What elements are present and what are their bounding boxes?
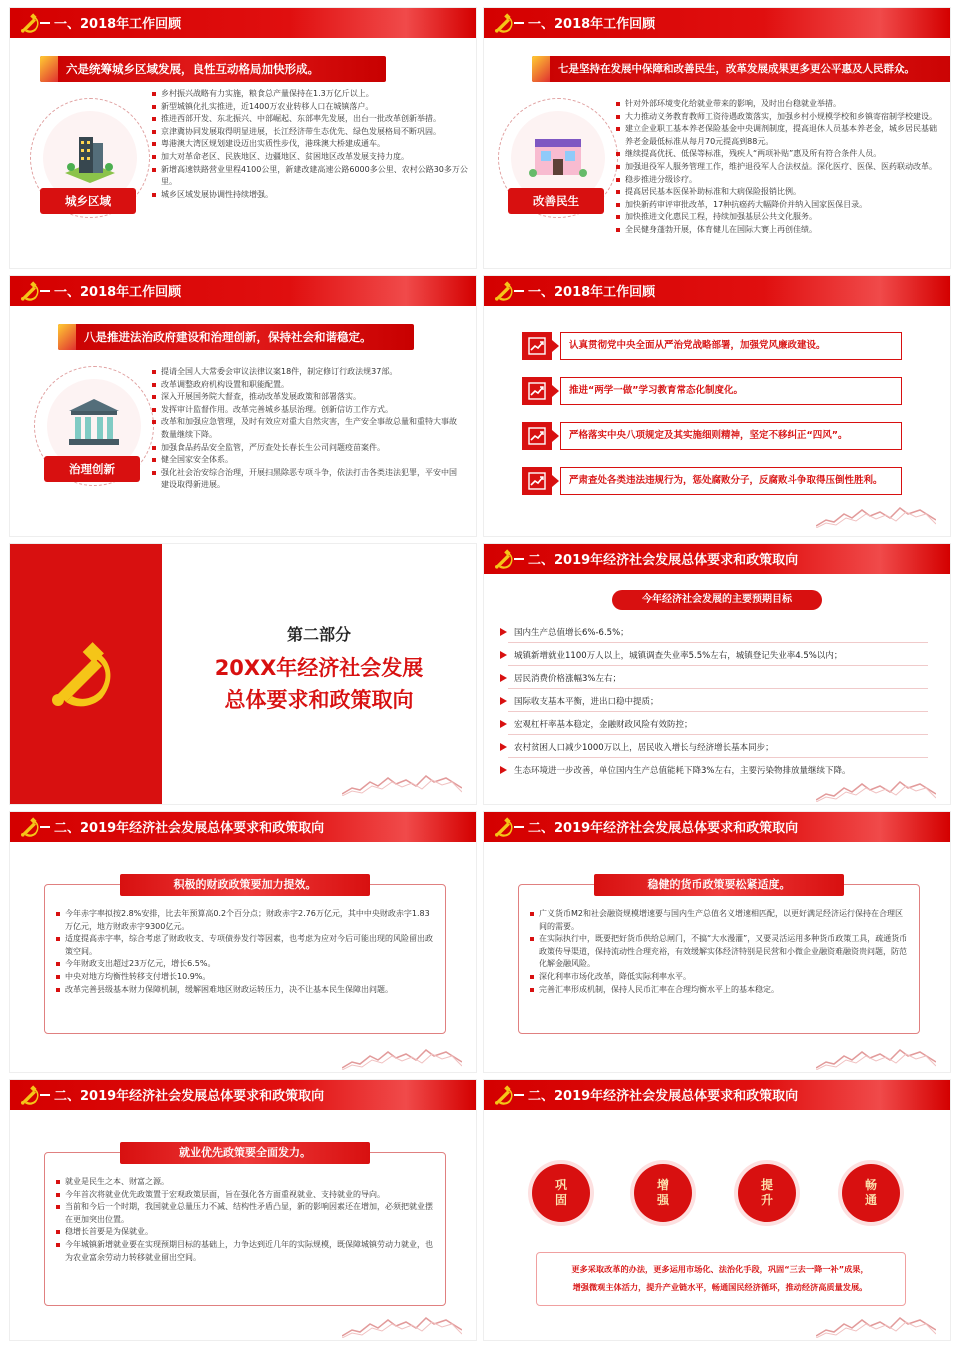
list-item: 今年赤字率拟按2.8%安排，比去年预算高0.2个百分点；财政赤字2.76万亿元，其中中央财政赤字1.83万亿元，地方财政赤字9300亿元。 — [56, 908, 436, 933]
header-title: 二、2019年经济社会发展总体要求和政策取向 — [54, 821, 325, 836]
target-item: 农村贫困人口减少1000万以上，居民收入增长与经济增长基本同步； — [514, 743, 774, 753]
list-item: 适度提高赤字率，综合考虑了财政收支、专项债券发行等因素，也考虑为应对今后可能出现的风险留出政策空间。 — [56, 933, 436, 958]
keyword-circle: 畅 通 — [842, 1164, 900, 1222]
trend-up-icon — [527, 426, 547, 446]
party-emblem-icon — [492, 547, 516, 571]
great-wall-decoration — [816, 1312, 936, 1338]
section-title-line2: 总体要求和政策取向 — [224, 688, 414, 712]
keyword-circle: 增 强 — [634, 1164, 692, 1222]
header-title: 二、2019年经济社会发展总体要求和政策取向 — [528, 1089, 799, 1104]
slide-header — [484, 8, 950, 38]
list-item: 深入开展国务院大督查，推动改革发展政策和部署落实。 — [152, 391, 462, 404]
list-item: 今年财政支出超过23万亿元，增长6.5%。 — [56, 958, 436, 971]
list-item: 加大对革命老区、民族地区、边疆地区、贫困地区改革发展支持力度。 — [152, 151, 468, 164]
great-wall-decoration — [816, 1044, 936, 1070]
list-item: 大力推动义务教育教师工资待遇政策落实，加强乡村小规模学校和乡镇寄宿制学校建设。 — [616, 111, 942, 124]
list-item: 完善汇率形成机制，保持人民币汇率在合理均衡水平上的基本稳定。 — [530, 984, 910, 997]
list-item: 今年首次将就业优先政策置于宏观政策层面，旨在强化各方面重视就业、支持就业的导向。 — [56, 1189, 436, 1202]
section-banner: 稳健的货币政策要松紧适度。 — [594, 874, 844, 896]
list-item: 新型城镇化扎实推进，近1400万农业转移人口在城镇落户。 — [152, 101, 468, 114]
party-emblem-icon — [42, 634, 122, 714]
list-item: 中央对地方均衡性转移支付增长10.9%。 — [56, 971, 436, 984]
list-item: 今年城镇新增就业要在实现预期目标的基础上，力争达到近几年的实际规模，既保障城镇劳动力就业，也为农业富余劳动力转移就业留出空间。 — [56, 1239, 436, 1264]
slide-header — [484, 1080, 950, 1110]
government-building-icon — [65, 395, 123, 451]
list-item: 城乡区域发展协调性持续增强。 — [152, 189, 468, 202]
list-item: 继续提高优抚、低保等标准，残疾人“两项补贴”惠及所有符合条件人员。 — [616, 148, 942, 161]
trend-up-icon — [527, 381, 547, 401]
header-title: 一、2018年工作回顾 — [528, 17, 656, 32]
point-row — [522, 332, 902, 360]
list-item: 稳增长首要是为保就业。 — [56, 1226, 436, 1239]
list-item: 针对外部环境变化给就业带来的影响，及时出台稳就业举措。 — [616, 98, 942, 111]
slide-livelihood — [484, 8, 950, 268]
great-wall-decoration — [816, 776, 936, 802]
target-item: 国内生产总值增长6%-6.5%； — [514, 628, 629, 638]
header-title: 二、2019年经济社会发展总体要求和政策取向 — [528, 553, 799, 568]
item-list — [56, 1176, 436, 1264]
party-emblem-icon — [492, 1083, 516, 1107]
item-list — [152, 366, 462, 492]
category-tag: 治理创新 — [44, 456, 140, 482]
item-list — [616, 98, 942, 237]
point-row — [522, 422, 902, 450]
great-wall-decoration — [816, 502, 936, 528]
slide-fiscal-policy — [10, 812, 476, 1072]
city-buildings-icon — [61, 129, 119, 185]
header-title: 一、2018年工作回顾 — [528, 285, 656, 300]
point-text: 认真贯彻党中央全面从严治党战略部署，加强党风廉政建设。 — [560, 332, 902, 360]
item-list — [56, 908, 436, 996]
list-item: 加强退役军人服务管理工作，维护退役军人合法权益。深化医疗、医保、医药联动改革。 — [616, 161, 942, 174]
summary-line2: 增强微观主体活力，提升产业链水平，畅通国民经济循环，推动经济高质量发展。 — [572, 1282, 868, 1292]
target-item: 居民消费价格涨幅3%左右； — [514, 674, 621, 684]
point-text: 推进“两学一做”学习教育常态化制度化。 — [560, 377, 902, 405]
slide-header — [10, 276, 476, 306]
slide-monetary-policy — [484, 812, 950, 1072]
slide-header — [10, 812, 476, 842]
list-item: 改革调整政府机构设置和职能配置。 — [152, 379, 462, 392]
list-item: 新增高速铁路营业里程4100公里，新建改建高速公路6000多公里、农村公路30多万公里。 — [152, 164, 468, 189]
list-item: 推进西部开发、东北振兴、中部崛起、东部率先发展，出台一批改革创新举措。 — [152, 113, 468, 126]
great-wall-decoration — [342, 770, 462, 796]
slide-header — [10, 8, 476, 38]
list-item: 提高居民基本医保补助标准和大病保险报销比例。 — [616, 186, 942, 199]
party-emblem-icon — [492, 279, 516, 303]
slide-urban-rural — [10, 8, 476, 268]
section-banner: 就业优先政策要全面发力。 — [120, 1142, 370, 1164]
slide-header — [484, 276, 950, 306]
point-row — [522, 467, 902, 495]
party-emblem-icon — [18, 279, 42, 303]
list-item: 加强食品药品安全监管，严厉查处长春长生公司问题疫苗案件。 — [152, 442, 462, 455]
slide-header — [484, 544, 950, 574]
list-item: 稳步推进分级诊疗。 — [616, 174, 942, 187]
trend-up-icon — [527, 336, 547, 356]
section-banner: 今年经济社会发展的主要预期目标 — [612, 590, 822, 610]
trend-up-icon — [527, 471, 547, 491]
list-item: 广义货币M2和社会融资规模增速要与国内生产总值名义增速相匹配，以更好满足经济运行保持在合理区间的需要。 — [530, 908, 910, 933]
target-item: 国际收支基本平衡，进出口稳中提质； — [514, 697, 659, 707]
section-banner: 六是统筹城乡区域发展，良性互动格局加快形成。 — [40, 56, 386, 82]
party-emblem-icon — [18, 11, 42, 35]
header-title: 二、2019年经济社会发展总体要求和政策取向 — [54, 1089, 325, 1104]
list-item: 加快新药审评审批改革，17种抗癌药大幅降价并纳入国家医保目录。 — [616, 199, 942, 212]
great-wall-decoration — [342, 1044, 462, 1070]
target-item: 城镇新增就业1100万人以上，城镇调查失业率5.5%左右，城镇登记失业率4.5%以内； — [514, 651, 843, 661]
point-text: 严格落实中央八项规定及其实施细则精神，坚定不移纠正“四风”。 — [560, 422, 902, 450]
party-emblem-icon — [492, 11, 516, 35]
list-item: 粤港澳大湾区规划建设迈出实质性步伐，港珠澳大桥建成通车。 — [152, 138, 468, 151]
list-item: 改革完善县级基本财力保障机制，缓解困难地区财政运转压力，决不让基本民生保障出问题。 — [56, 984, 436, 997]
header-title: 二、2019年经济社会发展总体要求和政策取向 — [528, 821, 799, 836]
slide-party-building — [484, 276, 950, 536]
list-item: 乡村振兴战略有力实施，粮食总产量保持在1.3万亿斤以上。 — [152, 88, 468, 101]
section-title-line1: 20XX年经济社会发展 — [214, 656, 424, 680]
section-banner: 积极的财政政策要加力提效。 — [120, 874, 370, 896]
header-title: 一、2018年工作回顾 — [54, 17, 182, 32]
party-emblem-icon — [18, 815, 42, 839]
summary-line1: 更多采取改革的办法，更多运用市场化、法治化手段，巩固“三去一降一补”成果， — [571, 1264, 869, 1274]
list-item: 发挥审计监督作用。改革完善城乡基层治理。创新信访工作方式。 — [152, 404, 462, 417]
list-item: 提请全国人大常委会审议法律议案18件，制定修订行政法规37部。 — [152, 366, 462, 379]
section-banner: 七是坚持在发展中保障和改善民生，改革发展成果更多更公平惠及人民群众。 — [532, 56, 950, 82]
list-item: 健全国家安全体系。 — [152, 454, 462, 467]
list-item: 建立企业职工基本养老保险基金中央调剂制度，提高退休人员基本养老金，城乡居民基础养老金最低标准从每月70元提高到88元。 — [616, 123, 942, 148]
red-panel — [10, 544, 162, 804]
list-item: 京津冀协同发展取得明显进展，长江经济带生态优先、绿色发展格局不断巩固。 — [152, 126, 468, 139]
list-item: 在实际执行中，既要把好货币供给总闸门，不搞“大水漫灌”，又要灵活运用多种货币政策工具，疏通货币政策传导渠道，保持流动性合理充裕，有效缓解实体经济特别是民营和小微企业融资难融资贵问题，防范化解金融风险。 — [530, 933, 910, 971]
slide-section-cover — [10, 544, 476, 804]
slide-targets — [484, 544, 950, 804]
section-banner: 八是推进法治政府建设和治理创新，保持社会和谐稳定。 — [58, 324, 414, 350]
keyword-circle: 提 升 — [738, 1164, 796, 1222]
slide-employment-policy — [10, 1080, 476, 1340]
item-list — [152, 88, 468, 201]
item-list — [530, 908, 910, 996]
part-label: 第二部分 — [286, 625, 351, 644]
list-item: 加快推进文化惠民工程，持续加强基层公共文化服务。 — [616, 211, 942, 224]
category-tag: 改善民生 — [508, 188, 604, 214]
slide-governance — [10, 276, 476, 536]
slide-summary — [484, 1080, 950, 1340]
point-row — [522, 377, 902, 405]
list-item: 强化社会治安综合治理，开展扫黑除恶专项斗争，依法打击各类违法犯罪，平安中国建设取得新进展。 — [152, 467, 462, 492]
list-item: 当前和今后一个时期，我国就业总量压力不减、结构性矛盾凸显，新的影响因素还在增加，必须把就业摆在更加突出位置。 — [56, 1201, 436, 1226]
slide-header — [10, 1080, 476, 1110]
point-text: 严肃查处各类违法违规行为，惩处腐败分子，反腐败斗争取得压倒性胜利。 — [560, 467, 902, 495]
community-building-icon — [529, 133, 587, 183]
target-item: 宏观杠杆率基本稳定，金融财政风险有效防控； — [514, 720, 693, 730]
list-item: 改革和加强应急管理，及时有效应对重大自然灾害，生产安全事故总量和重特大事故数量继续下降。 — [152, 416, 462, 441]
category-tag: 城乡区域 — [40, 188, 136, 214]
list-item: 深化利率市场化改革，降低实际利率水平。 — [530, 971, 910, 984]
header-title: 一、2018年工作回顾 — [54, 285, 182, 300]
target-item: 生态环境进一步改善，单位国内生产总值能耗下降3%左右，主要污染物排放量继续下降。 — [514, 766, 851, 776]
slide-header — [484, 812, 950, 842]
party-emblem-icon — [18, 1083, 42, 1107]
summary-box — [536, 1252, 906, 1306]
great-wall-decoration — [342, 1312, 462, 1338]
party-emblem-icon — [492, 815, 516, 839]
list-item: 全民健身蓬勃开展，体育健儿在国际大赛上再创佳绩。 — [616, 224, 942, 237]
list-item: 就业是民生之本、财富之源。 — [56, 1176, 436, 1189]
keyword-circle: 巩 固 — [532, 1164, 590, 1222]
